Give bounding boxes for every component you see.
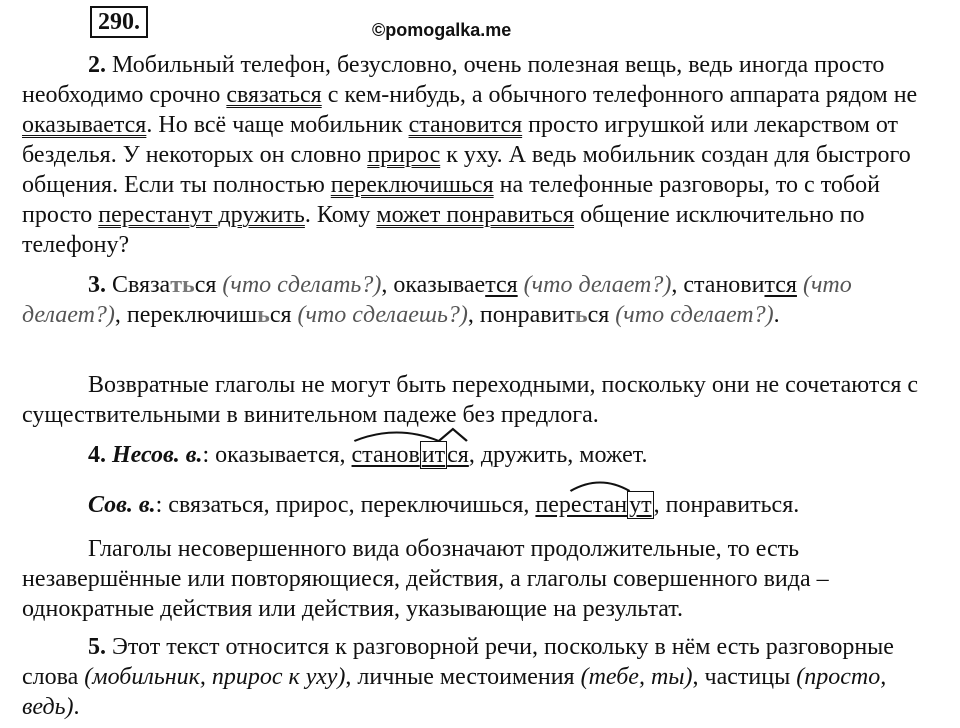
predicate: переключишься xyxy=(330,172,494,198)
root-arc-icon xyxy=(535,476,653,492)
aspect-label: Несов. в. xyxy=(106,442,203,468)
question: (что сделать?) xyxy=(216,272,382,298)
predicate: может понравиться xyxy=(376,202,575,228)
aspect-label: Сов. в. xyxy=(88,492,156,518)
ending: тся xyxy=(764,272,797,298)
paragraph-3: 3. Связаться (что сделать?), оказывается (что делает?), становится (что делает?), переключишься (что сделаешь?), понравиться (что сделает?). xyxy=(22,272,852,328)
example-words: (просто, ведь) xyxy=(22,664,887,720)
predicate: прирос xyxy=(367,142,441,168)
morpheme-parsed-word: перестанут xyxy=(535,490,653,520)
paragraph-sov: Сов. в.: связаться, прирос, переключишься, перестанут, понравиться. xyxy=(22,490,942,520)
morpheme-parsed-word: становится xyxy=(352,440,469,470)
item-number: 4. xyxy=(88,442,106,468)
predicate: перестанут дружить xyxy=(98,202,305,228)
ending: тся xyxy=(485,272,518,298)
example-words: (мобильник, прирос к уху) xyxy=(84,664,346,690)
predicate: становится xyxy=(408,112,523,138)
soft-sign: ь xyxy=(257,302,270,328)
paragraph-2: 2. Мобильный телефон, безусловно, очень полезная вещь, ведь иногда просто необходимо срочно связаться с кем-нибудь, а обычного телефонного аппарата рядом не оказывается. Но всё чаще мобильник становится просто игрушкой или лекарством от безделья. У некоторых он словно прирос к уху. А ведь мобильник создан для быстрого общения. Если ты полностью переключишься на телефонные разговоры, то с тобой просто перестанут дружить. Кому может понравиться общение исключительно по телефону? xyxy=(22,52,918,258)
paragraph-aspect: Глаголы несовершенного вида обозначают продолжительные, то есть незавершённые или повторяющиеся, действия, а глаголы совершенного вида – однократные действия или действия, указывающие на результат. xyxy=(22,536,829,622)
question: (что сделает?) xyxy=(609,302,774,328)
exercise-number: 290. xyxy=(90,6,148,38)
item-number: 5. xyxy=(88,634,106,660)
paragraph-4: 4. Несов. в.: оказывается, становится, дружить, может. xyxy=(22,440,942,470)
question: (что сделаешь?) xyxy=(291,302,468,328)
example-words: (тебе, ты) xyxy=(580,664,693,690)
paragraph-reflexive: Возвратные глаголы не могут быть переходными, поскольку они не сочетаются с существительными в винительном падеже без предлога. xyxy=(22,372,919,428)
item-number: 2. xyxy=(88,52,106,78)
suffix-box: ит xyxy=(421,442,446,468)
root-arc-icon xyxy=(352,426,469,442)
predicate: связаться xyxy=(226,82,322,108)
soft-sign: ть xyxy=(170,272,195,298)
site-watermark: ©pomogalka.me xyxy=(372,20,512,40)
soft-sign: ь xyxy=(574,302,588,328)
predicate: оказывается xyxy=(22,112,147,138)
question: (что делает?) xyxy=(517,272,672,298)
ending-box: ут xyxy=(629,492,652,518)
paragraph-5: 5. Этот текст относится к разговорной речи, поскольку в нём есть разговорные слова (мобильник, прирос к уху), личные местоимения (тебе, ты), частицы (просто, ведь). xyxy=(22,634,894,720)
item-number: 3. xyxy=(88,272,106,298)
question: (что делает?) xyxy=(22,272,852,328)
